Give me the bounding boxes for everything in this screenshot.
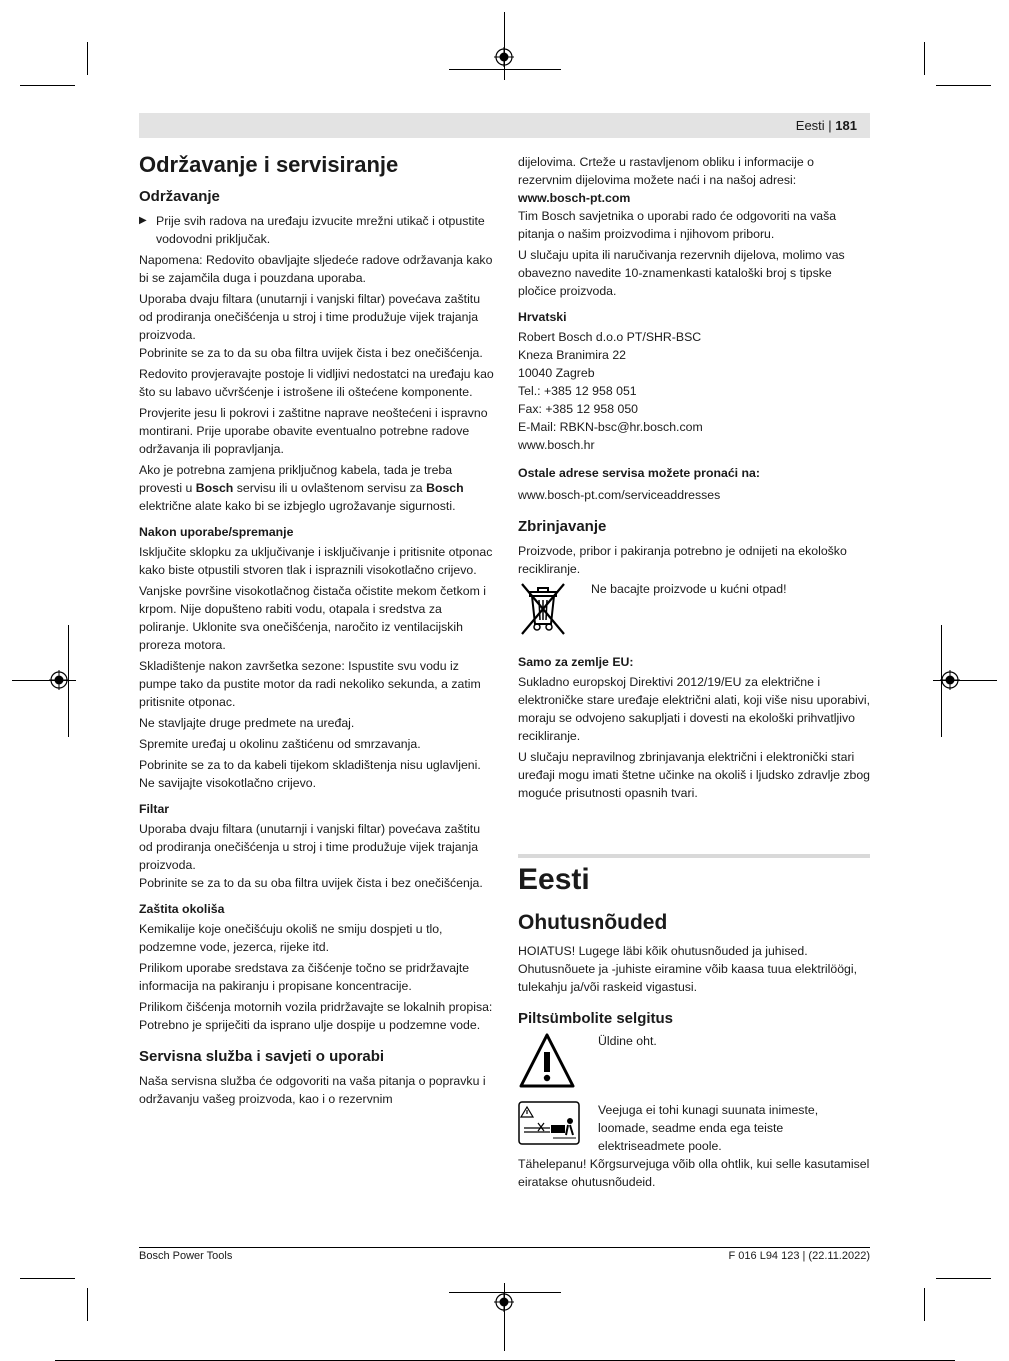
address-line: Fax: +385 12 958 050 bbox=[518, 402, 638, 416]
crop-mark bbox=[936, 1278, 991, 1279]
paragraph: Isključite sklopku za uključivanje i isključivanje i pritisnite otponac kako biste otpustili stvoren tlak i ispraznili visokotlačno crijevo. bbox=[139, 545, 493, 577]
weee-row bbox=[518, 580, 870, 641]
registration-line bbox=[504, 12, 505, 80]
paragraph: Prilikom uporabe sredstava za čišćenje točno se pridržavajte informacija na pakiranju i propisane koncentracije. bbox=[139, 961, 470, 993]
paragraph: Provjerite jesu li pokrovi i zaštitne naprave neoštećeni i ispravno montirani. Prije uporabe obavite eventualno potrebne radove održavanja ili popravljanja. bbox=[139, 406, 488, 456]
footer-left: Bosch Power Tools bbox=[139, 1250, 233, 1262]
paragraph: U slučaju upita ili naručivanja rezervnih dijelova, molimo vas obavezno navedite 10-znamenkasti kataloški broj s tipske pločice proizvoda. bbox=[518, 248, 845, 298]
symbol-row bbox=[518, 1032, 870, 1095]
symbol-text: Veejuga ei tohi kunagi suunata inimeste, loomade, seadme enda ega teiste elektriseadmete poole. bbox=[598, 1103, 819, 1153]
paragraph: Sukladno europskoj Direktivi 2012/19/EU za električne i elektroničke stare uređaje električni alati, koji više nisu uporabivi, moraju se odvojeno sakupljati i dovesti na ekološki prihvatljivo recikliranje. bbox=[518, 675, 870, 743]
after-use-heading: Nakon uporabe/spremanje bbox=[139, 525, 294, 539]
right-column bbox=[518, 153, 870, 805]
weee-text: Ne bacajte proizvode u kućni otpad! bbox=[591, 582, 787, 596]
brand-text: Bosch bbox=[426, 481, 464, 495]
address-line: Tel.: +385 12 958 051 bbox=[518, 384, 637, 398]
registration-mark-icon bbox=[494, 47, 514, 67]
page-number: 181 bbox=[835, 118, 857, 133]
address-line: Robert Bosch d.o.o PT/SHR-BSC bbox=[518, 330, 702, 344]
disposal-heading: Zbrinjavanje bbox=[518, 518, 607, 535]
left-column bbox=[139, 152, 494, 1111]
address-line: Kneza Branimira 22 bbox=[518, 348, 626, 362]
paragraph: Tim Bosch savjetnika o uporabi rado će odgovoriti na vaša pitanja o našim proizvodima i njihovom priboru. bbox=[518, 209, 837, 241]
paragraph: Kemikalije koje onečišćuju okoliš ne smiju dospjeti u tlo, podzemne vode, jezerca, rijeke itd. bbox=[139, 922, 443, 954]
paragraph: Tähelepanu! Kõrgsurvejuga võib olla ohtlik, kui selle kasutamisel eiratakse ohutusnõudeid. bbox=[518, 1157, 870, 1189]
registration-mark-icon bbox=[494, 1292, 514, 1312]
other-addresses-heading: Ostale adrese servisa možete pronaći na: bbox=[518, 466, 760, 480]
header-text: Eesti | 181 bbox=[795, 118, 857, 133]
address-block bbox=[518, 328, 870, 454]
weee-bin-icon bbox=[518, 580, 568, 641]
crop-mark bbox=[20, 85, 75, 86]
footer-divider bbox=[139, 1247, 870, 1248]
paragraph: Uporaba dvaju filtara (unutarnji i vanjski filtar) povećava zaštitu od prodiranja onečišćenja u stroj i time produžuje vijek trajanja proizvoda. bbox=[139, 292, 481, 342]
address-line: www.bosch.hr bbox=[518, 438, 595, 452]
crop-mark bbox=[924, 42, 925, 75]
page-header bbox=[139, 113, 870, 138]
address-line: E-Mail: RBKN-bsc@hr.bosch.com bbox=[518, 420, 703, 434]
text-span: servisu ili u ovlaštenom servisu za bbox=[233, 481, 427, 495]
paragraph: Naša servisna služba će odgovoriti na vaša pitanja o popravku i održavanju vašeg proizvoda, kao i o rezervnim bbox=[139, 1074, 486, 1106]
registration-mark-icon bbox=[49, 670, 69, 690]
environment-heading: Zaštita okoliša bbox=[139, 902, 225, 916]
paragraph: Uporaba dvaju filtara (unutarnji i vanjski filtar) povećava zaštitu od prodiranja onečišćenja u stroj i time produžuje vijek trajanja proizvoda. bbox=[139, 822, 481, 872]
text-span: električne alate kako bi se izbjeglo ugrožavanje sigurnosti. bbox=[139, 499, 456, 513]
symbol-row bbox=[518, 1101, 870, 1155]
paragraph: Skladištenje nakon završetka sezone: Ispustite svu vodu iz pumpe tako da pustite motor da radi nekoliko sekunda, a zatim pritisnite otponac. bbox=[139, 659, 481, 709]
paragraph: Redovito provjeravajte postoje li vidljivi nedostatci na uređaju kao što su labavo učvršćenje i istrošene ili oštećene komponente. bbox=[139, 367, 494, 399]
paragraph: Napomena: Redovito obavljajte sljedeće radove održavanja kako bi se zajamčila duga i pouzdana uporaba. bbox=[139, 253, 493, 285]
text-span: Ako je potrebna zamjena priključnog kabela, tada je treba provesti u bbox=[139, 463, 453, 495]
right-column-estonian bbox=[518, 862, 870, 1194]
paragraph: Ne stavljajte druge predmete na uređaj. bbox=[139, 716, 355, 730]
footer-right: F 016 L94 123 | (22.11.2022) bbox=[728, 1250, 870, 1262]
service-url: www.bosch-pt.com bbox=[518, 191, 631, 205]
service-heading: Servisna služba i savjeti o uporabi bbox=[139, 1048, 385, 1065]
bullet-text: Prije svih radova na uređaju izvucite mrežni utikač i otpustite vodovodni priključak. bbox=[156, 214, 485, 246]
language-title: Eesti bbox=[518, 863, 590, 896]
paragraph: HOIATUS! Lugege läbi kõik ohutusnõuded ja juhised. Ohutusnõuete ja -juhiste eiramine võib kaasa tuua elektrilöögi, tulekahju ja/või raskeid vigastusi. bbox=[518, 944, 858, 994]
bullet-item bbox=[139, 212, 494, 248]
registration-mark-icon bbox=[940, 670, 960, 690]
symbols-heading: Piltsümbolite selgitus bbox=[518, 1010, 674, 1027]
paragraph: U slučaju nepravilnog zbrinjavanja električni i elektronički stari uređaji mogu imati štetne učinke na okoliš i ljudsko zdravlje zbog moguće prisutnosti opasnih tvari. bbox=[518, 750, 871, 800]
warning-triangle-icon bbox=[518, 1032, 576, 1095]
crop-mark bbox=[20, 1278, 75, 1279]
address-line: 10040 Zagreb bbox=[518, 366, 595, 380]
water-jet-warning-icon bbox=[518, 1101, 580, 1150]
section-title: Održavanje i servisiranje bbox=[139, 152, 399, 177]
crop-mark bbox=[936, 85, 991, 86]
paragraph: Pobrinite se za to da kabeli tijekom skladištenja nisu uglavljeni. Ne savijajte visokotlačno crijevo. bbox=[139, 758, 481, 790]
paragraph: Pobrinite se za to da su oba filtra uvijek čista i bez onečišćenja. bbox=[139, 346, 483, 360]
crop-mark bbox=[924, 1288, 925, 1321]
brand-text: Bosch bbox=[195, 481, 234, 495]
paragraph: Pobrinite se za to da su oba filtra uvijek čista i bez onečišćenja. bbox=[139, 876, 483, 890]
paragraph: dijelovima. Crteže u rastavljenom obliku i informacije o rezervnim dijelovima možete naći i na našoj adresi: bbox=[518, 155, 814, 187]
addresses-url: www.bosch-pt.com/serviceaddresses bbox=[518, 488, 721, 502]
bullet-triangle-icon: ▶ bbox=[139, 215, 147, 226]
section-divider bbox=[518, 854, 870, 858]
paragraph: Vanjske površine visokotlačnog čistača očistite mekom četkom i krpom. Nije dopušteno rabiti vodu, otapala i sredstva za poliranje. Uklonite sva onečišćenja, naročito iz ventilacijskih proreza motora. bbox=[139, 584, 486, 652]
paragraph: Spremite uređaj u okolinu zaštićenu od smrzavanja. bbox=[139, 737, 421, 751]
symbol-text: Üldine oht. bbox=[598, 1034, 657, 1048]
paragraph: Proizvode, pribor i pakiranja potrebno je odnijeti na ekološko recikliranje. bbox=[518, 544, 847, 576]
eu-heading: Samo za zemlje EU: bbox=[518, 655, 634, 669]
registration-line bbox=[449, 69, 561, 70]
header-section: Eesti bbox=[795, 118, 825, 133]
safety-heading: Ohutusnõuded bbox=[518, 911, 668, 934]
paragraph bbox=[139, 461, 494, 515]
crop-mark bbox=[87, 1288, 88, 1321]
country-heading: Hrvatski bbox=[518, 310, 567, 324]
filter-heading: Filtar bbox=[139, 802, 170, 816]
crop-mark bbox=[87, 42, 88, 75]
paragraph: Prilikom čišćenja motornih vozila pridržavajte se lokalnih propisa: Potrebno je spriječiti da isprano ulje dospije u podzemne vode. bbox=[139, 1000, 493, 1032]
maintenance-heading: Održavanje bbox=[139, 188, 220, 205]
